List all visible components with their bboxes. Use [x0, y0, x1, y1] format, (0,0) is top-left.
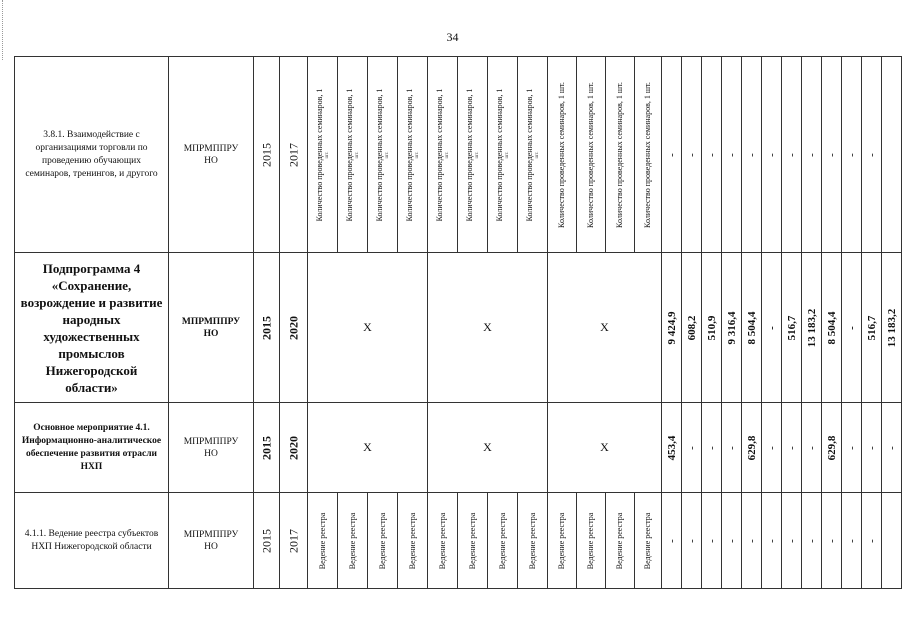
value-cell: 516,7	[862, 253, 882, 403]
value-cell: -	[782, 57, 802, 253]
value-cell: -	[762, 403, 782, 493]
value-cell: -	[742, 493, 762, 589]
x-mark: X	[548, 403, 662, 493]
executor: МПРМППРУ НО	[169, 57, 254, 253]
value-cell: -	[802, 493, 822, 589]
value-cell: -	[822, 493, 842, 589]
indicator-cell: Ведение реестра	[368, 493, 398, 589]
year-end: 2017	[280, 493, 308, 589]
x-mark: X	[308, 403, 428, 493]
indicator-cell: Ведение реестра	[577, 493, 606, 589]
year-end: 2020	[280, 253, 308, 403]
executor: МПРМППРУ НО	[169, 403, 254, 493]
indicator-cell: Количество проведенных семинаров, 1 шт.	[606, 57, 635, 253]
value-cell: 8 504,4	[742, 253, 762, 403]
indicator-cell: Ведение реестра	[308, 493, 338, 589]
value-cell: -	[662, 493, 682, 589]
value-cell: 9 424,9	[662, 253, 682, 403]
value-cell: -	[782, 403, 802, 493]
activity-name: 3.8.1. Взаимодействие с организациями торговли по проведению обучающих семинаров, тренингов, и другого	[15, 57, 169, 253]
program-table	[14, 56, 902, 589]
indicator-cell: Количество проведенных семинаров, 1 шт.	[635, 57, 662, 253]
year-start: 2015	[254, 57, 280, 253]
indicator-cell: Ведение реестра	[606, 493, 635, 589]
indicator-cell: Ведение реестра	[458, 493, 488, 589]
subprogram-name: Подпрограмма 4 «Сохранение, возрождение и развитие народных художественных промыслов Нижегородской области»	[15, 253, 169, 403]
value-cell: -	[722, 493, 742, 589]
value-cell: -	[842, 493, 862, 589]
x-mark: X	[308, 253, 428, 403]
x-mark: X	[548, 253, 662, 403]
table-row	[15, 57, 902, 253]
activity-name: 4.1.1. Ведение реестра субъектов НХП Нижегородской области	[15, 493, 169, 589]
value-cell: 453,4	[662, 403, 682, 493]
value-cell: -	[662, 57, 682, 253]
indicator-cell: Количество проведенных семинаров, 1 шт.	[368, 57, 398, 253]
value-cell: 510,9	[702, 253, 722, 403]
value-cell: -	[802, 57, 822, 253]
x-mark: X	[428, 253, 548, 403]
table-row	[15, 253, 902, 403]
value-cell: 13 183,2	[802, 253, 822, 403]
value-cell: -	[762, 57, 782, 253]
year-start: 2015	[254, 493, 280, 589]
value-cell: -	[862, 403, 882, 493]
indicator-cell: Ведение реестра	[338, 493, 368, 589]
value-cell: 516,7	[782, 253, 802, 403]
value-cell	[882, 493, 902, 589]
value-cell: -	[682, 493, 702, 589]
indicator-cell: Ведение реестра	[518, 493, 548, 589]
indicator-cell: Ведение реестра	[548, 493, 577, 589]
year-end: 2020	[280, 403, 308, 493]
value-cell: 9 316,4	[722, 253, 742, 403]
indicator-cell: Количество проведенных семинаров, 1 шт.	[398, 57, 428, 253]
x-mark: X	[428, 403, 548, 493]
page-number: 34	[446, 30, 459, 44]
indicator-cell: Количество проведенных семинаров, 1 шт.	[577, 57, 606, 253]
indicator-cell: Ведение реестра	[398, 493, 428, 589]
value-cell: -	[742, 57, 762, 253]
indicator-cell: Количество проведенных семинаров, 1 шт.	[488, 57, 518, 253]
indicator-cell: Количество проведенных семинаров, 1 шт.	[308, 57, 338, 253]
indicator-cell: Количество проведенных семинаров, 1 шт.	[458, 57, 488, 253]
indicator-cell: Количество проведенных семинаров, 1 шт.	[518, 57, 548, 253]
indicator-cell: Ведение реестра	[488, 493, 518, 589]
value-cell: -	[762, 253, 782, 403]
value-cell: -	[882, 403, 902, 493]
value-cell: -	[842, 57, 862, 253]
executor: МПРМППРУ НО	[169, 253, 254, 403]
value-cell: -	[862, 493, 882, 589]
executor: МПРМППРУ НО	[169, 493, 254, 589]
year-start: 2015	[254, 403, 280, 493]
value-cell: 608,2	[682, 253, 702, 403]
value-cell: -	[802, 403, 822, 493]
year-start: 2015	[254, 253, 280, 403]
value-cell: -	[842, 403, 862, 493]
value-cell: -	[702, 493, 722, 589]
value-cell: 629,8	[822, 403, 842, 493]
table-row	[15, 403, 902, 493]
value-cell: -	[862, 57, 882, 253]
indicator-cell: Ведение реестра	[428, 493, 458, 589]
value-cell: -	[702, 57, 722, 253]
value-cell: -	[722, 57, 742, 253]
value-cell: -	[702, 403, 722, 493]
table-row	[15, 493, 902, 589]
value-cell: -	[682, 57, 702, 253]
value-cell: -	[762, 493, 782, 589]
value-cell: -	[722, 403, 742, 493]
indicator-cell: Количество проведенных семинаров, 1 шт.	[428, 57, 458, 253]
value-cell: -	[682, 403, 702, 493]
value-cell: 629,8	[742, 403, 762, 493]
year-end: 2017	[280, 57, 308, 253]
value-cell	[882, 57, 902, 253]
activity-name: Основное мероприятие 4.1. Информационно-аналитическое обеспечение развития отрасли НХП	[15, 403, 169, 493]
value-cell: 8 504,4	[822, 253, 842, 403]
value-cell: 13 183,2	[882, 253, 902, 403]
indicator-cell: Количество проведенных семинаров, 1 шт.	[338, 57, 368, 253]
value-cell: -	[782, 493, 802, 589]
indicator-cell: Ведение реестра	[635, 493, 662, 589]
indicator-cell: Количество проведенных семинаров, 1 шт.	[548, 57, 577, 253]
value-cell: -	[842, 253, 862, 403]
value-cell: -	[822, 57, 842, 253]
